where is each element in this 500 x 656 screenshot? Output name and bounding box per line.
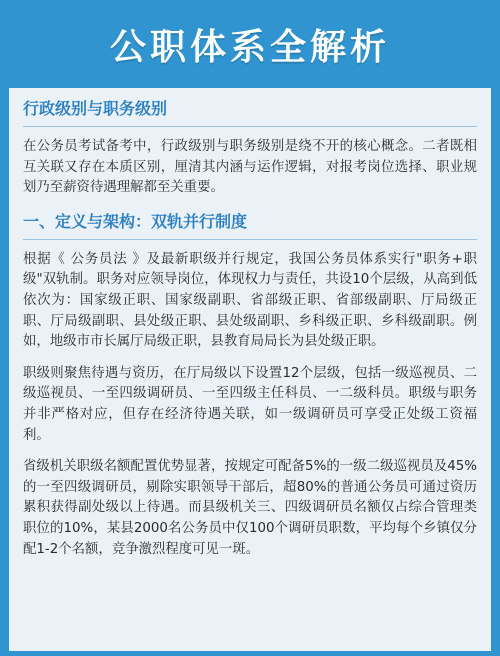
subtitle: 行政级别与职务级别 — [23, 96, 477, 127]
intro-paragraph: 在公务员考试备考中，行政级别与职务级别是绕不开的核心概念。二者既相互关联又存在本质区别，厘清其内涵与运作逻辑，对报考岗位选择、职业规划乃至薪资待遇理解都至关重要。 — [23, 139, 477, 196]
header-banner — [0, 0, 500, 88]
page-title: 公职体系全解析 — [109, 26, 390, 68]
section-paragraph-3: 省级机关职级名额配置优势显著，按规定可配备5%的一级二级巡视员及45%的一至四级调研员，剔除实职领导干部后，超80%的普通公务员可通过资历累积获得副处级以上待遇。而县级机关三、四级调研员名额仅占综合管理类职位的10%，某县2000名公务员中仅100个调研员职数，平均每个乡镇仅分配1-2个名额，竞争激烈程度可见一斑。 — [23, 459, 477, 557]
section-heading: 一、定义与架构：双轨并行制度 — [23, 209, 477, 240]
section-paragraph-1: 根据《 公务员法 》及最新职级并行规定，我国公务员体系实行"职务+职级"双轨制。职务对应领导岗位，体现权力与责任，共设10个层级，从高到低依次为：国家级正职、国家级副职、省部级正职、省部级副职、厅局级正职、厅局级副职、县处级正职、县处级副职、乡科级正职、乡科级副职。例如，地级市市长属厅局级正职，县教育局局长为县处级正职。 — [23, 251, 477, 350]
content-card — [9, 88, 491, 651]
section-paragraph-2: 职级则聚焦待遇与资历，在厅局级以下设置12个层级，包括一级巡视员、二级巡视员、一至四级调研员、一至四级主任科员、一二级科员。职级与职务并非严格对应，但存在经济待遇关联，如一级调研员可享受正处级工资福利。 — [23, 365, 477, 443]
